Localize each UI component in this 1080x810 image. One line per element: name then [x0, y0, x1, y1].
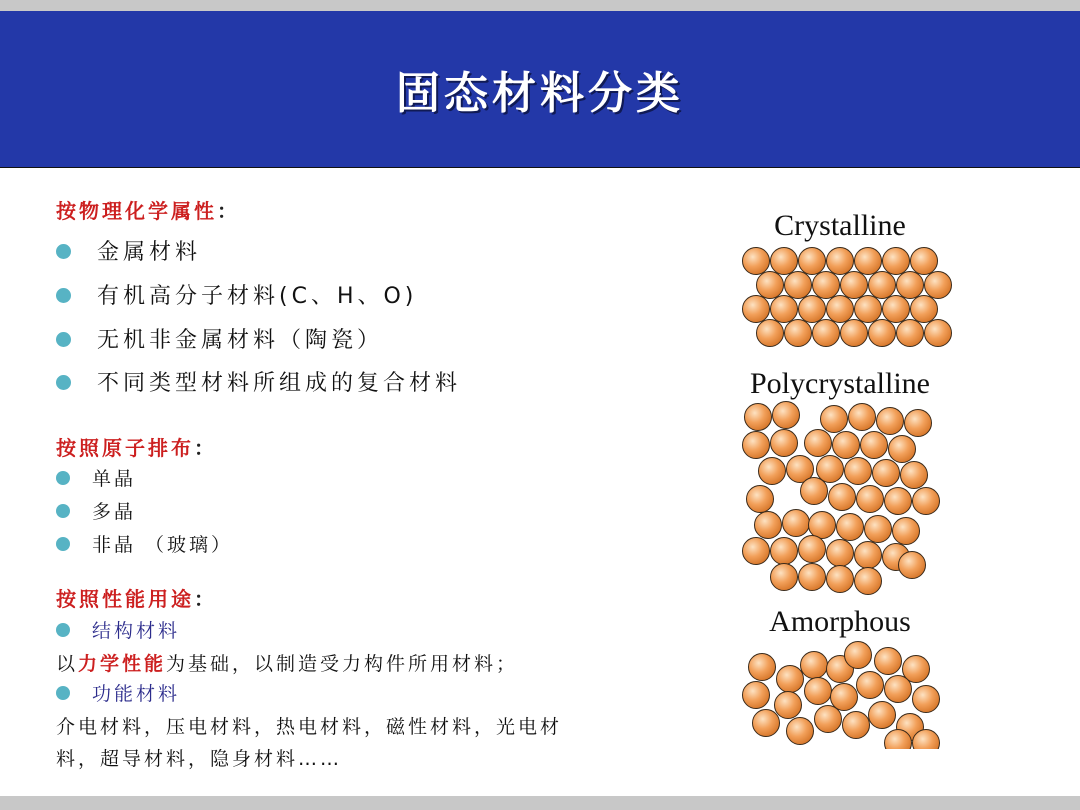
atom — [901, 462, 928, 489]
top-border-bar — [0, 0, 1080, 11]
list-item-label: 多晶 — [92, 501, 137, 523]
atom — [753, 710, 780, 737]
atom — [743, 682, 770, 709]
list-item-label: 无机非金属材料（陶瓷） — [97, 328, 384, 353]
amorphous-label: Amorphous — [769, 605, 911, 638]
atom — [747, 486, 774, 513]
desc-emphasis: 力学性能 — [78, 653, 167, 675]
structural-description — [56, 649, 518, 676]
atom — [801, 478, 828, 505]
atom — [827, 248, 854, 275]
atom — [845, 458, 872, 485]
atom — [869, 320, 896, 347]
atom — [757, 320, 784, 347]
atom — [749, 654, 776, 681]
atom — [745, 404, 772, 431]
atom — [771, 248, 798, 275]
atom — [897, 272, 924, 299]
atom — [905, 410, 932, 437]
atom — [817, 456, 844, 483]
bullet-icon — [56, 686, 70, 700]
atom — [757, 272, 784, 299]
atom — [849, 404, 876, 431]
atom — [813, 320, 840, 347]
atom — [771, 564, 798, 591]
atom — [743, 296, 770, 323]
atom — [855, 542, 882, 569]
atom — [845, 642, 872, 669]
atom — [799, 536, 826, 563]
atom — [827, 540, 854, 567]
atom — [869, 702, 896, 729]
section-heading-physchem — [56, 195, 240, 224]
list-item-functional — [56, 679, 180, 706]
atom — [743, 248, 770, 275]
amorphous-atoms — [720, 639, 960, 749]
section-heading-text: 按照性能用途 — [56, 587, 194, 611]
list-item-label: 不同类型材料所组成的复合材料 — [97, 371, 462, 396]
list-item — [56, 323, 383, 354]
heading-colon: ： — [217, 199, 240, 223]
bullet-icon — [56, 332, 71, 347]
list-item-label: 功能材料 — [92, 683, 181, 705]
atom — [843, 712, 870, 739]
atom — [799, 296, 826, 323]
atom — [771, 538, 798, 565]
atom — [913, 686, 940, 713]
section-heading-usage — [56, 583, 217, 612]
atom — [873, 460, 900, 487]
list-item — [56, 497, 136, 524]
title-banner — [0, 11, 1080, 168]
bullet-icon — [56, 537, 70, 551]
atom — [809, 512, 836, 539]
atom — [897, 320, 924, 347]
list-item-label: 非晶 （玻璃） — [92, 534, 234, 556]
functional-description-line-1 — [56, 712, 562, 739]
atom — [841, 272, 868, 299]
atom — [925, 320, 952, 347]
atom — [857, 486, 884, 513]
atom — [877, 408, 904, 435]
atom — [883, 296, 910, 323]
list-item-label: 有机高分子材料(C、H、O) — [97, 284, 418, 309]
atom — [861, 432, 888, 459]
bullet-icon — [56, 244, 71, 259]
list-item — [56, 366, 461, 397]
atom — [855, 248, 882, 275]
list-item — [56, 279, 417, 310]
atom — [813, 272, 840, 299]
polycrystalline-atoms — [720, 401, 960, 601]
atom — [833, 432, 860, 459]
bullet-icon — [56, 375, 71, 390]
atom — [829, 484, 856, 511]
atom — [841, 320, 868, 347]
atom — [787, 718, 814, 745]
atom — [911, 248, 938, 275]
atom — [799, 248, 826, 275]
atom — [783, 510, 810, 537]
atom — [827, 566, 854, 593]
atom — [883, 248, 910, 275]
list-item-structural — [56, 616, 180, 643]
atom — [777, 666, 804, 693]
bullet-icon — [56, 288, 71, 303]
list-item-label: 单晶 — [92, 468, 137, 490]
bullet-icon — [56, 504, 70, 518]
atom — [875, 648, 902, 675]
crystalline-label: Crystalline — [774, 209, 906, 242]
atom — [785, 272, 812, 299]
atom — [831, 684, 858, 711]
desc-text: 介电材料，压电材料，热电材料，磁性材料，光电材 — [56, 716, 563, 738]
atom — [885, 676, 912, 703]
atom — [889, 436, 916, 463]
atom — [815, 706, 842, 733]
list-item — [56, 235, 201, 266]
section-heading-arrangement — [56, 432, 217, 461]
atom — [885, 488, 912, 515]
atom — [801, 652, 828, 679]
atom — [755, 512, 782, 539]
atom — [865, 516, 892, 543]
atom — [743, 538, 770, 565]
atom — [837, 514, 864, 541]
atom — [759, 458, 786, 485]
atom — [893, 518, 920, 545]
atom-diagrams — [720, 167, 960, 796]
atom — [805, 678, 832, 705]
crystalline-atoms — [720, 243, 960, 353]
list-item — [56, 464, 136, 491]
atom — [925, 272, 952, 299]
functional-description-line-2 — [56, 744, 342, 771]
atom — [869, 272, 896, 299]
atom — [857, 672, 884, 699]
atom — [799, 564, 826, 591]
section-heading-text: 按物理化学属性 — [56, 199, 217, 223]
list-item-label: 金属材料 — [97, 240, 202, 265]
bottom-border-bar — [0, 796, 1080, 810]
atom — [899, 552, 926, 579]
atom — [785, 320, 812, 347]
atom — [805, 430, 832, 457]
atom — [821, 406, 848, 433]
desc-text: 料，超导材料，隐身材料…… — [56, 748, 343, 770]
section-heading-text: 按照原子排布 — [56, 436, 194, 460]
desc-suffix: 为基础，以制造受力构件所用材料； — [166, 653, 519, 675]
content-area — [0, 167, 700, 796]
atom — [773, 402, 800, 429]
list-item-label: 结构材料 — [92, 620, 181, 642]
atom — [827, 296, 854, 323]
heading-colon: ： — [194, 587, 217, 611]
atom — [913, 488, 940, 515]
atom — [775, 692, 802, 719]
heading-colon: ： — [194, 436, 217, 460]
atom — [855, 296, 882, 323]
list-item — [56, 530, 233, 557]
atom — [771, 296, 798, 323]
bullet-icon — [56, 471, 70, 485]
atom — [911, 296, 938, 323]
slide-title: 固态材料分类 — [396, 68, 684, 119]
atom — [771, 430, 798, 457]
bullet-icon — [56, 623, 70, 637]
desc-prefix: 以 — [56, 653, 79, 675]
polycrystalline-label: Polycrystalline — [750, 367, 930, 400]
atom — [743, 432, 770, 459]
atom — [855, 568, 882, 595]
